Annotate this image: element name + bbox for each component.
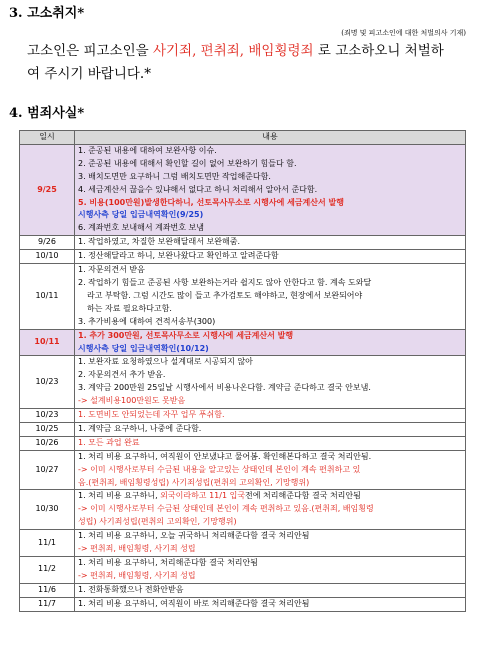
row-date: 10/25 bbox=[20, 422, 75, 436]
content-line: 1. 처리 비용 요구하니, 여직원이 바로 처리해준다함 결국 처리안됨 bbox=[78, 598, 310, 608]
content-line: 1. 계약금 요구하니, 나중에 준다함. bbox=[78, 423, 202, 433]
content-line: 1. 처리 비용 요구하니, 여직원이 안보냈냐고 물어봄. 확인해본다하고 결국 처리안됨. bbox=[78, 451, 372, 461]
table-row bbox=[20, 450, 466, 490]
table-row bbox=[20, 530, 466, 557]
content-line: 하는 자료 필요하다고함. bbox=[87, 303, 172, 313]
row-content bbox=[75, 436, 466, 450]
content-line: 1. 작업하였고, 차질한 보완해달래서 보완해줌. bbox=[78, 237, 240, 247]
content-line: 3. 계약금 200만원 25일날 시행사에서 비용나온다함. 계약금 준다하고 결국 안보냄. bbox=[78, 383, 371, 393]
table-row bbox=[20, 236, 466, 250]
section-4-title: 4. 범죄사실* bbox=[9, 106, 85, 121]
section-3-title: 3. 고소취지* bbox=[9, 6, 85, 21]
content-line: 1. 보완자료 요청하였으나 설계대로 시공되지 않아 bbox=[78, 357, 253, 367]
table-row bbox=[20, 329, 466, 356]
table-row bbox=[20, 409, 466, 423]
row-content bbox=[75, 250, 466, 264]
content-line: -> 이미 시행사로부터 수금된 내용을 알고있는 상태인데 본인이 계속 편취하고 있 bbox=[78, 464, 361, 474]
content-line: 1. 도면비도 안되었는데 자꾸 업무 푸쉬함. bbox=[78, 410, 225, 420]
content-line: -> 편취죄, 배임횡령, 사기죄 성립 bbox=[78, 570, 196, 580]
row-date: 11/7 bbox=[20, 597, 75, 611]
content-line: 2. 자문의견서 추가 받음. bbox=[78, 370, 166, 380]
row-content bbox=[75, 329, 466, 356]
line-text-tail: 전에 처리해준다함 결국 처리안됨 bbox=[245, 491, 361, 501]
content-line: 1. 준공된 내용에 대하여 보완사항 이슈. bbox=[78, 145, 217, 155]
table-row bbox=[20, 490, 466, 530]
content-line bbox=[78, 490, 462, 503]
header-content: 내용 bbox=[75, 131, 466, 145]
content-line: 시행사측 당일 입금내역확인(10/12) bbox=[78, 343, 209, 353]
row-date: 11/6 bbox=[20, 583, 75, 597]
row-date: 11/1 bbox=[20, 530, 75, 557]
content-line: 시행사측 당일 입금내역확인(9/25) bbox=[78, 210, 204, 220]
table-row bbox=[20, 356, 466, 409]
content-line: 6. 계좌번호 보내해서 계좌번호 보냄 bbox=[78, 223, 204, 233]
row-content bbox=[75, 450, 466, 490]
row-date: 11/2 bbox=[20, 557, 75, 584]
table-row bbox=[20, 597, 466, 611]
purpose-text-3: 여 주시기 바랍니다.* bbox=[27, 66, 151, 82]
content-line: 1. 처리 비용 요구하니, 오늘 귀국하니 처리해준다함 결국 처리안됨 bbox=[78, 531, 310, 541]
row-content bbox=[75, 422, 466, 436]
purpose-crimes: 사기죄, 편취죄, 배임횡령죄 bbox=[152, 43, 314, 59]
content-line: 라고 부탁함. 그럼 시간도 많이 들고 추가검토도 해야하고, 현장에서 보완되어야 bbox=[87, 290, 363, 300]
content-line: 2. 준공된 내용에 대해서 확인할 길이 없어 보완하기 힘들다 함. bbox=[78, 158, 297, 168]
row-content bbox=[75, 264, 466, 330]
table-row bbox=[20, 436, 466, 450]
row-content bbox=[75, 530, 466, 557]
content-line: 1. 처리 비용 요구하니, 처리해준다함 결국 처리안됨 bbox=[78, 558, 258, 567]
table-row bbox=[20, 264, 466, 330]
table-row bbox=[20, 557, 466, 584]
content-line: 1. 정산해달라고 하니, 보완나왔다고 확인하고 알려준다함 bbox=[78, 251, 279, 261]
content-line: 4. 세금계산서 끊을수 있냐해서 없다고 하니 처리해서 알아서 준다함. bbox=[78, 184, 318, 194]
header-date: 일시 bbox=[20, 131, 75, 145]
row-content bbox=[75, 409, 466, 423]
row-content bbox=[75, 490, 466, 530]
row-date: 10/10 bbox=[20, 250, 75, 264]
row-content bbox=[75, 356, 466, 409]
facts-table bbox=[19, 130, 466, 612]
row-date: 10/11 bbox=[20, 264, 75, 330]
row-date: 10/30 bbox=[20, 490, 75, 530]
purpose-text-2: 로 고소하오니 처벌하 bbox=[313, 43, 444, 59]
row-date: 10/23 bbox=[20, 356, 75, 409]
row-date: 10/26 bbox=[20, 436, 75, 450]
row-content bbox=[75, 583, 466, 597]
content-line: -> 편취죄, 배임횡령, 사기죄 성립 bbox=[78, 544, 196, 554]
row-content bbox=[75, 597, 466, 611]
line-text-highlight: 외국이라하고 11/1 입국 bbox=[160, 491, 246, 501]
table-row bbox=[20, 144, 466, 235]
content-line: 음.(편취죄, 배임횡령성립) 사기죄성립(편취의 고의확인, 기망행위) bbox=[78, 477, 310, 487]
table-row bbox=[20, 422, 466, 436]
table-row bbox=[20, 583, 466, 597]
row-content bbox=[75, 557, 466, 584]
content-line: 3. 추가비용에 대하여 견적서송부(300) bbox=[78, 316, 216, 326]
content-line: 1. 추가 300만원, 선토목사무소로 시행사에 세금계산서 발행 bbox=[78, 330, 294, 340]
purpose-text-1: 고소인은 피고소인을 bbox=[27, 43, 153, 59]
content-line: 성립) 사기죄성립(편취의 고의확인, 기망행위) bbox=[78, 517, 237, 527]
section-3-note: (죄명 및 피고소인에 대한 처벌의사 기재) bbox=[341, 29, 466, 37]
row-date: 9/25 bbox=[20, 144, 75, 235]
content-line: -> 설계비용100만원도 못받음 bbox=[78, 396, 186, 406]
row-date: 10/23 bbox=[20, 409, 75, 423]
row-content bbox=[75, 236, 466, 250]
content-line: -> 이미 시행사로부터 수금된 상태인데 본인이 계속 편취하고 있음.(편취죄, 배임횡령 bbox=[78, 504, 374, 514]
row-date: 10/27 bbox=[20, 450, 75, 490]
content-line: 2. 작업하기 힘들고 준공된 사항 보완하는거라 쉽지도 않아 안한다고 함. 계속 도와달 bbox=[78, 277, 372, 287]
content-line: 1. 자문의견서 받음 bbox=[78, 265, 145, 275]
content-line: 5. 비용(100만원)발생한다하니, 선토목사무소로 시행사에 세금계산서 발행 bbox=[78, 197, 344, 207]
row-date: 9/26 bbox=[20, 236, 75, 250]
complaint-purpose-paragraph bbox=[27, 40, 467, 86]
content-line: 3. 배치도면만 요구하니 그럼 배치도면만 작업해준다함. bbox=[78, 171, 271, 181]
content-line: 1. 전화통화했으나 전화안받음 bbox=[78, 584, 184, 594]
table-row bbox=[20, 250, 466, 264]
content-line: 1. 모든 과업 완료 bbox=[78, 437, 140, 447]
row-content bbox=[75, 144, 466, 235]
row-date: 10/11 bbox=[20, 329, 75, 356]
table-body bbox=[20, 144, 466, 611]
line-text: 1. 처리 비용 요구하니, bbox=[78, 491, 161, 501]
table-header-row bbox=[20, 131, 466, 145]
